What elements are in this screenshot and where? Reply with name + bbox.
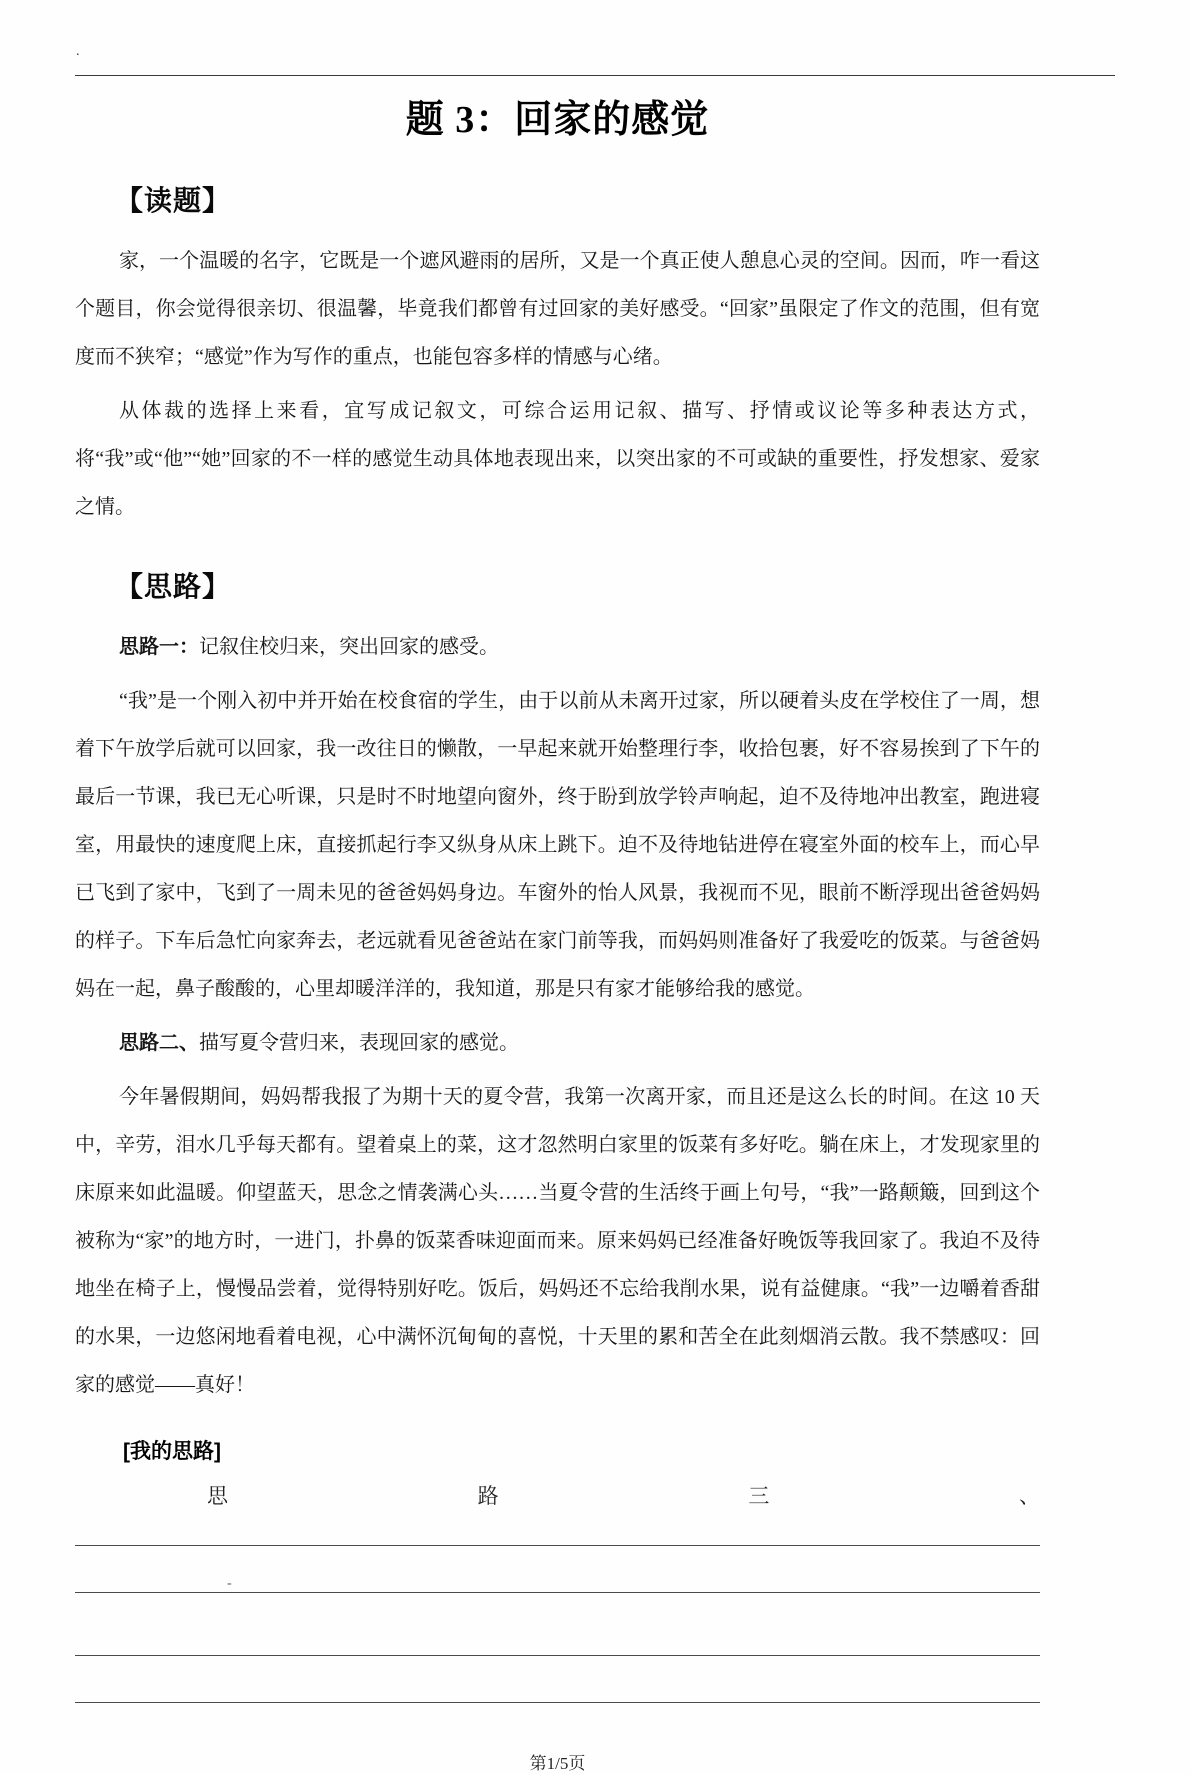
idea2-summary: 描写夏令营归来，表现回家的感觉。 xyxy=(199,1032,519,1054)
reading-paragraph-1: 家，一个温暖的名字，它既是一个遮风避雨的居所，又是一个真正使人憩息心灵的空间。因而，咋一看这个题目，你会觉得很亲切、很温馨，毕竟我们都曾有过回家的美好感受。“回家”虽限定了作文的范围，但有宽度而不狭窄；“感觉”作为写作的重点，也能包容多样的情感与心绪。 xyxy=(75,250,1040,368)
corner-mark: . xyxy=(76,44,80,59)
idea2-body-paragraph: 今年暑假期间，妈妈帮我报了为期十天的夏令营，我第一次离开家，而且还是这么长的时间。在这 10 天中，辛劳，泪水几乎每天都有。望着桌上的菜，这才忽然明白家里的饭菜有多好吃。躺在床上，才发现家里的床原来如此温暖。仰望蓝天，思念之情袭满心头……当夏令营的生活终于画上句号，“我”一路颠簸，回到这个被称为“家”的地方时，一进门，扑鼻的饭菜香味迎面而来。原来妈妈已经准备好晚饭等我回家了。我迫不及待地坐在椅子上，慢慢品尝着，觉得特别好吃。饭后，妈妈还不忘给我削水果，说有益健康。“我”一边嚼着香甜的水果，一边悠闲地看着电视，心中满怀沉甸甸的喜悦，十天里的累和苦全在此刻烟消云散。我不禁感叹：回家的感觉——真好！ xyxy=(75,1086,1040,1396)
section-heading-reading: 【读题】 xyxy=(115,186,232,217)
section-heading-ideas: 【思路】 xyxy=(115,572,232,603)
page-number: 第1/5页 xyxy=(529,1754,586,1773)
answer-line xyxy=(75,1655,1040,1656)
idea3-char: 思 xyxy=(207,1485,228,1508)
page-title: 题 3：回家的感觉 xyxy=(405,99,710,141)
idea3-char: 三 xyxy=(748,1485,770,1508)
idea2-lead: 思路二、 xyxy=(119,1032,199,1054)
idea1-heading-line xyxy=(75,623,1040,671)
answer-line xyxy=(75,1545,1040,1546)
answer-line xyxy=(75,1576,1040,1593)
idea1-lead: 思路一： xyxy=(119,636,199,658)
idea2-heading-line xyxy=(75,1019,1040,1067)
idea1-summary: 记叙住校归来，突出回家的感受。 xyxy=(199,636,499,658)
answer-line xyxy=(75,1702,1040,1703)
reading-paragraph-2: 从体裁的选择上来看，宜写成记叙文，可综合运用记叙、描写、抒情或议论等多种表达方式，将“我”或“他”“她”回家的不一样的感觉生动具体地表现出来，以突出家的不可或缺的重要性，抒发想家、爱家之情。 xyxy=(75,400,1040,518)
answer-lines xyxy=(75,1545,1040,1703)
idea3-spread-line xyxy=(75,1475,1040,1519)
idea3-char: 、 xyxy=(1018,1485,1040,1508)
idea1-body-paragraph: “我”是一个刚入初中并开始在校食宿的学生，由于以前从未离开过家，所以硬着头皮在学校住了一周，想着下午放学后就可以回家，我一改往日的懒散，一早起来就开始整理行李，收拾包裹，好不容易挨到了下午的最后一节课，我已无心听课，只是时不时地望向窗外，终于盼到放学铃声响起，迫不及待地冲出教室，跑进寝室，用最快的速度爬上床，直接抓起行李又纵身从床上跳下。迫不及待地钻进停在寝室外面的校车上，而心早已飞到了家中，飞到了一周未见的爸爸妈妈身边。车窗外的怡人风景，我视而不见，眼前不断浮现出爸爸妈妈的样子。下车后急忙向家奔去，老远就看见爸爸站在家门前等我，而妈妈则准备好了我爱吃的饭菜。与爸爸妈妈在一起，鼻子酸酸的，心里却暖洋洋的，我知道，那是只有家才能够给我的感觉。 xyxy=(75,690,1040,1000)
stray-mark: - xyxy=(227,1576,232,1591)
idea3-char: 路 xyxy=(477,1485,499,1508)
my-idea-label: [我的思路] xyxy=(123,1440,221,1463)
